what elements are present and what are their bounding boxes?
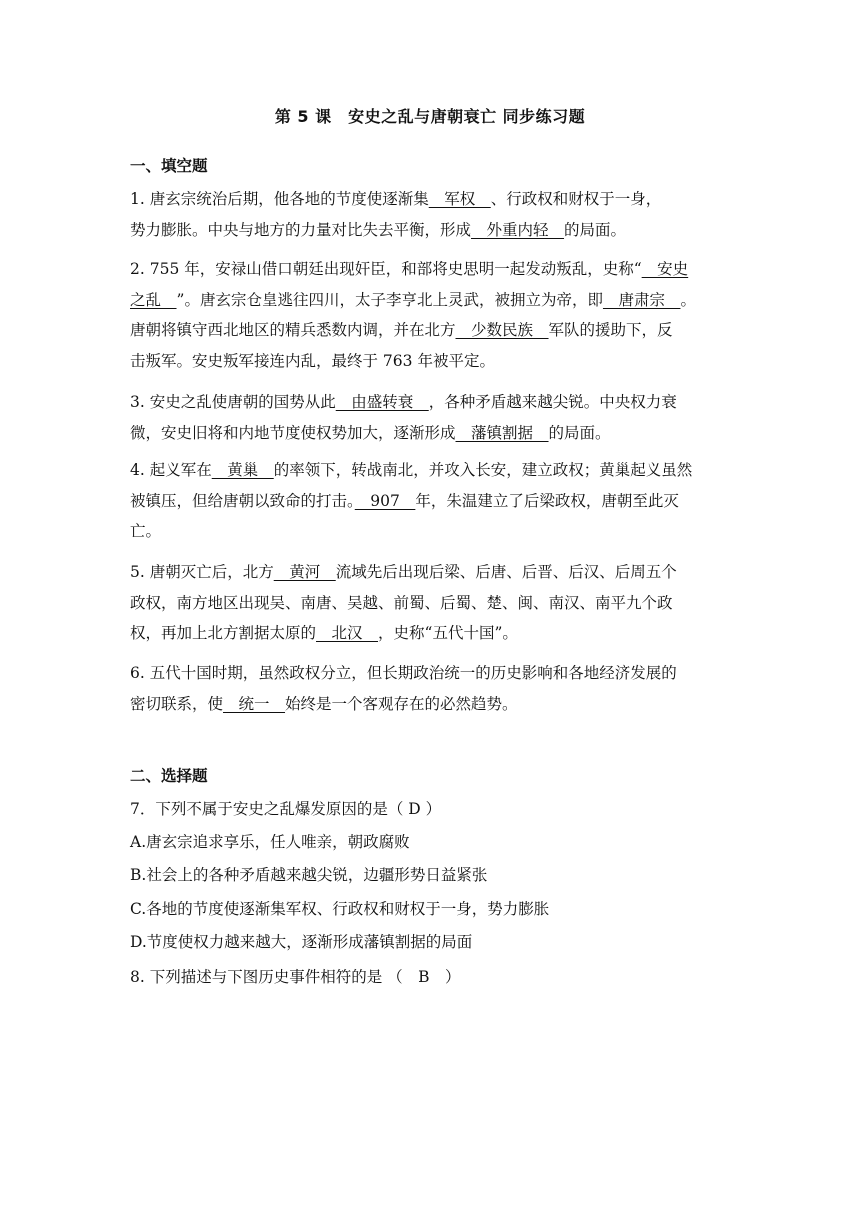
question-text: 唐朝将镇守西北地区的精兵悉数内调，并在北方 <box>130 321 456 339</box>
question-text: 、行政权和财权于一身， <box>490 190 662 208</box>
question-text: 3. 安史之乱使唐朝的国势从此 <box>130 393 336 411</box>
question-text: 势力膨胀。中央与地方的力量对比失去平衡，形成 <box>130 220 472 239</box>
answer-blank: 北汉 <box>316 624 379 642</box>
question-text: 流域先后出现后梁、后唐、后晋、后汉、后周五个 <box>335 563 677 581</box>
option-d: D.节度使权力越来越大，逐渐形成藩镇割据的局面 <box>130 933 473 951</box>
question-text: 的率领下，转战南北，并攻入长安，建立政权；黄巢起义虽然 <box>273 461 693 479</box>
question-text: ，史称“五代十国”。 <box>378 624 518 642</box>
question-text: 政权，南方地区出现吴、南唐、吴越、前蜀、后蜀、楚、闽、南汉、南平九个政 <box>130 593 673 612</box>
question-text: ”。唐玄宗仓皇逃往四川，太子李亨北上灵武，被拥立为帝，即 <box>176 290 603 309</box>
answer-blank: 黄河 <box>273 563 336 581</box>
section-heading-multiple-choice: 二、选择题 <box>130 767 208 785</box>
question-2 <box>130 254 730 376</box>
answer-blank: 军权 <box>428 190 491 208</box>
question-text: 年，朱温建立了后梁政权，唐朝至此灭 <box>415 491 679 510</box>
option-a: A.唐玄宗追求享乐，任人唯亲，朝政腐败 <box>130 833 410 851</box>
question-1 <box>130 184 730 245</box>
question-text: 5. 唐朝灭亡后，北方 <box>130 563 274 581</box>
question-7-stem: 7．下列不属于安史之乱爆发原因的是（ D ） <box>130 800 442 818</box>
answer-blank: 907 <box>354 491 416 510</box>
answer-blank: 安史 <box>641 260 689 278</box>
question-text: 1. 唐玄宗统治后期，他各地的节度使逐渐集 <box>130 190 429 208</box>
answer-blank: 藩镇割据 <box>455 423 549 442</box>
question-text: 权，再加上北方割据太原的 <box>130 624 317 642</box>
question-text: 始终是一个客观存在的必然趋势。 <box>285 694 518 713</box>
question-text: 2. 755 年，安禄山借口朝廷出现奸臣，和部将史思明一起发动叛乱，史称“ <box>130 260 642 278</box>
page-title: 第 5 课 安史之乱与唐朝衰亡 同步练习题 <box>274 107 586 126</box>
answer-blank: 少数民族 <box>455 321 549 339</box>
option-b: B.社会上的各种矛盾越来越尖锐，边疆形势日益紧张 <box>130 866 488 884</box>
question-4 <box>130 455 730 547</box>
section-heading-fill-blank: 一、填空题 <box>130 157 208 175</box>
option-c: C.各地的节度使逐渐集军权、行政权和财权于一身，势力膨胀 <box>130 900 550 918</box>
answer-blank: 唐肃宗 <box>602 290 681 309</box>
question-text: 的局面。 <box>548 423 611 442</box>
question-text: 微，安史旧将和内地节度使权势加大，逐渐形成 <box>130 423 456 442</box>
question-3 <box>130 387 730 448</box>
question-text: ，各种矛盾越来越尖锐。中央权力衰 <box>428 393 677 411</box>
question-text: 4. 起义军在 <box>130 461 212 479</box>
question-text: 6. 五代十国时期，虽然政权分立，但长期政治统一的历史影响和各地经济发展的 <box>130 664 677 682</box>
question-text: 军队的援助下，反 <box>548 321 673 339</box>
question-text: 被镇压，但给唐朝以致命的打击。 <box>130 491 355 510</box>
question-text: 的局面。 <box>564 220 627 239</box>
question-6 <box>130 658 730 719</box>
answer-blank: 之乱 <box>130 290 177 309</box>
question-text: 。 <box>680 290 696 309</box>
answer-blank: 外重内轻 <box>471 220 565 239</box>
question-text: 击叛军。安史叛军接连内乱，最终于 763 年被平定。 <box>130 351 495 370</box>
answer-blank: 由盛转衰 <box>335 393 429 411</box>
question-text: 密切联系，使 <box>130 694 224 713</box>
answer-blank: 黄巢 <box>211 461 274 479</box>
question-5 <box>130 557 730 649</box>
question-text: 亡。 <box>130 522 162 540</box>
question-8-stem: 8. 下列描述与下图历史事件相符的是 （ B ） <box>130 968 461 986</box>
answer-blank: 统一 <box>223 694 286 713</box>
